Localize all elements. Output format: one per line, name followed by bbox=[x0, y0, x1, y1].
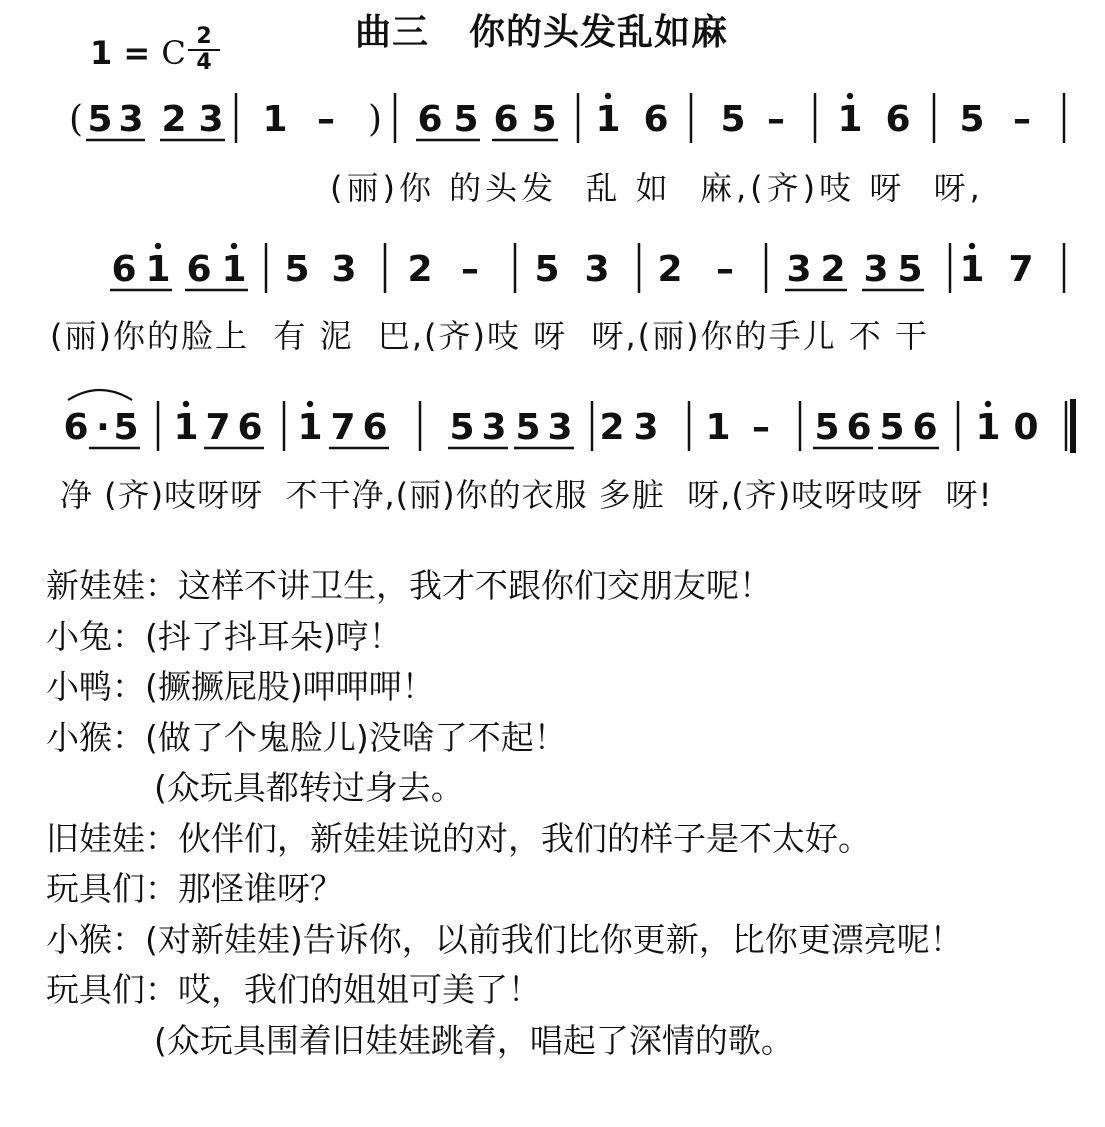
stage-direction: (众玩具围着旧娃娃跳着，唱起了深情的歌。 bbox=[154, 1020, 794, 1060]
note: 1 bbox=[975, 407, 1001, 448]
note: 2 bbox=[161, 99, 187, 140]
note: 2 bbox=[599, 407, 625, 448]
note: 1 bbox=[173, 407, 199, 448]
jianpu-score bbox=[0, 0, 1105, 540]
note: 1 bbox=[959, 249, 985, 290]
note: 3 bbox=[118, 99, 144, 140]
note: 5 bbox=[515, 407, 541, 448]
slur bbox=[68, 390, 132, 400]
octave-dot bbox=[231, 243, 237, 249]
note: 1 bbox=[145, 249, 171, 290]
note: 5 bbox=[959, 99, 985, 140]
key-value: C bbox=[161, 34, 186, 72]
note: 6 bbox=[912, 407, 938, 448]
note: 7 bbox=[330, 407, 356, 448]
note: 6 bbox=[417, 99, 443, 140]
note: 1 bbox=[595, 99, 621, 140]
note: 1 bbox=[837, 99, 863, 140]
repeat-paren: ( bbox=[68, 99, 84, 140]
note: 5 bbox=[453, 99, 479, 140]
dialogue-line: 小猴：(做了个鬼脸儿)没啥了不起！ bbox=[46, 717, 567, 757]
lyrics-line: 净 (齐)吱呀呀 不干净,(丽)你的衣服 多脏 呀,(齐)吱呀吱呀 呀! bbox=[60, 476, 993, 514]
note: 6 bbox=[63, 407, 89, 448]
note: 6 bbox=[643, 99, 669, 140]
note: 3 bbox=[198, 99, 224, 140]
dialogue-line: 小猴：(对新娃娃)告诉你，以前我们比你更新，比你更漂亮呢！ bbox=[46, 919, 963, 959]
note: 5 bbox=[534, 249, 560, 290]
note: 5 bbox=[814, 407, 840, 448]
time-numerator: 2 bbox=[188, 26, 220, 51]
note: 6 bbox=[493, 99, 519, 140]
note: – bbox=[767, 99, 785, 140]
note: 5 bbox=[897, 249, 923, 290]
note: 3 bbox=[331, 249, 357, 290]
octave-dot bbox=[307, 401, 313, 407]
note: 5 bbox=[449, 407, 475, 448]
dialogue-block bbox=[46, 561, 1086, 1066]
octave-dot bbox=[155, 243, 161, 249]
note: – bbox=[752, 407, 770, 448]
note: 5 bbox=[284, 249, 310, 290]
dialogue-line: 玩具们：那怪谁呀？ bbox=[46, 869, 343, 908]
dialogue-line: 旧娃娃：伙伴们，新娃娃说的对，我们的样子是不太好。 bbox=[46, 818, 871, 858]
octave-dot bbox=[605, 93, 611, 99]
note: – bbox=[716, 249, 734, 290]
stage-direction: (众玩具都转过身去。 bbox=[154, 768, 464, 807]
note: 3 bbox=[584, 249, 610, 290]
note: – bbox=[317, 99, 335, 140]
octave-dot bbox=[985, 401, 991, 407]
time-denominator: 4 bbox=[196, 50, 212, 75]
note: 3 bbox=[481, 407, 507, 448]
note: 2 bbox=[820, 249, 846, 290]
note: 5 bbox=[87, 99, 113, 140]
song-number: 曲三 bbox=[355, 12, 430, 53]
note: 3 bbox=[547, 407, 573, 448]
note: 6 bbox=[111, 249, 137, 290]
dialogue-line: 小鸭：(撅撅屁股)呷呷呷！ bbox=[46, 667, 435, 706]
note: 1 bbox=[297, 407, 323, 448]
note: 1 bbox=[262, 99, 288, 140]
note: 6 bbox=[885, 99, 911, 140]
note: 0 bbox=[1013, 407, 1039, 448]
note: 6 bbox=[846, 407, 872, 448]
key-prefix: 1 = bbox=[90, 34, 162, 72]
note: 3 bbox=[633, 407, 659, 448]
note: 5 bbox=[879, 407, 905, 448]
note: 2 bbox=[407, 249, 433, 290]
lyrics-line: (丽)你 的头发 乱 如 麻,(齐)吱 呀 呀, bbox=[330, 169, 984, 207]
note: 6 bbox=[186, 249, 212, 290]
note: · bbox=[96, 407, 110, 448]
note: 7 bbox=[1008, 249, 1034, 290]
octave-dot bbox=[183, 401, 189, 407]
note: 7 bbox=[205, 407, 231, 448]
note: 2 bbox=[657, 249, 683, 290]
note: 6 bbox=[237, 407, 263, 448]
note: – bbox=[1013, 99, 1031, 140]
octave-dot bbox=[847, 93, 853, 99]
note: 5 bbox=[720, 99, 746, 140]
note: – bbox=[461, 249, 479, 290]
song-name: 你的头发乱如麻 bbox=[469, 12, 729, 53]
octave-dot bbox=[969, 243, 975, 249]
note: 6 bbox=[362, 407, 388, 448]
note: 1 bbox=[705, 407, 731, 448]
note: 3 bbox=[863, 249, 889, 290]
dialogue-line: 小兔：(抖了抖耳朵)哼！ bbox=[46, 616, 402, 656]
note: 5 bbox=[531, 99, 557, 140]
repeat-paren: ) bbox=[367, 99, 383, 140]
note: 3 bbox=[786, 249, 812, 290]
note: 5 bbox=[113, 407, 139, 448]
dialogue-line: 玩具们：哎，我们的姐姐可美了！ bbox=[46, 970, 541, 1009]
lyrics-line: (丽)你的脸上 有 泥 巴,(齐)吱 呀 呀,(丽)你的手儿 不 干 bbox=[50, 317, 929, 355]
dialogue-line: 新娃娃：这样不讲卫生，我才不跟你们交朋友呢！ bbox=[46, 566, 772, 605]
note: 1 bbox=[221, 249, 247, 290]
